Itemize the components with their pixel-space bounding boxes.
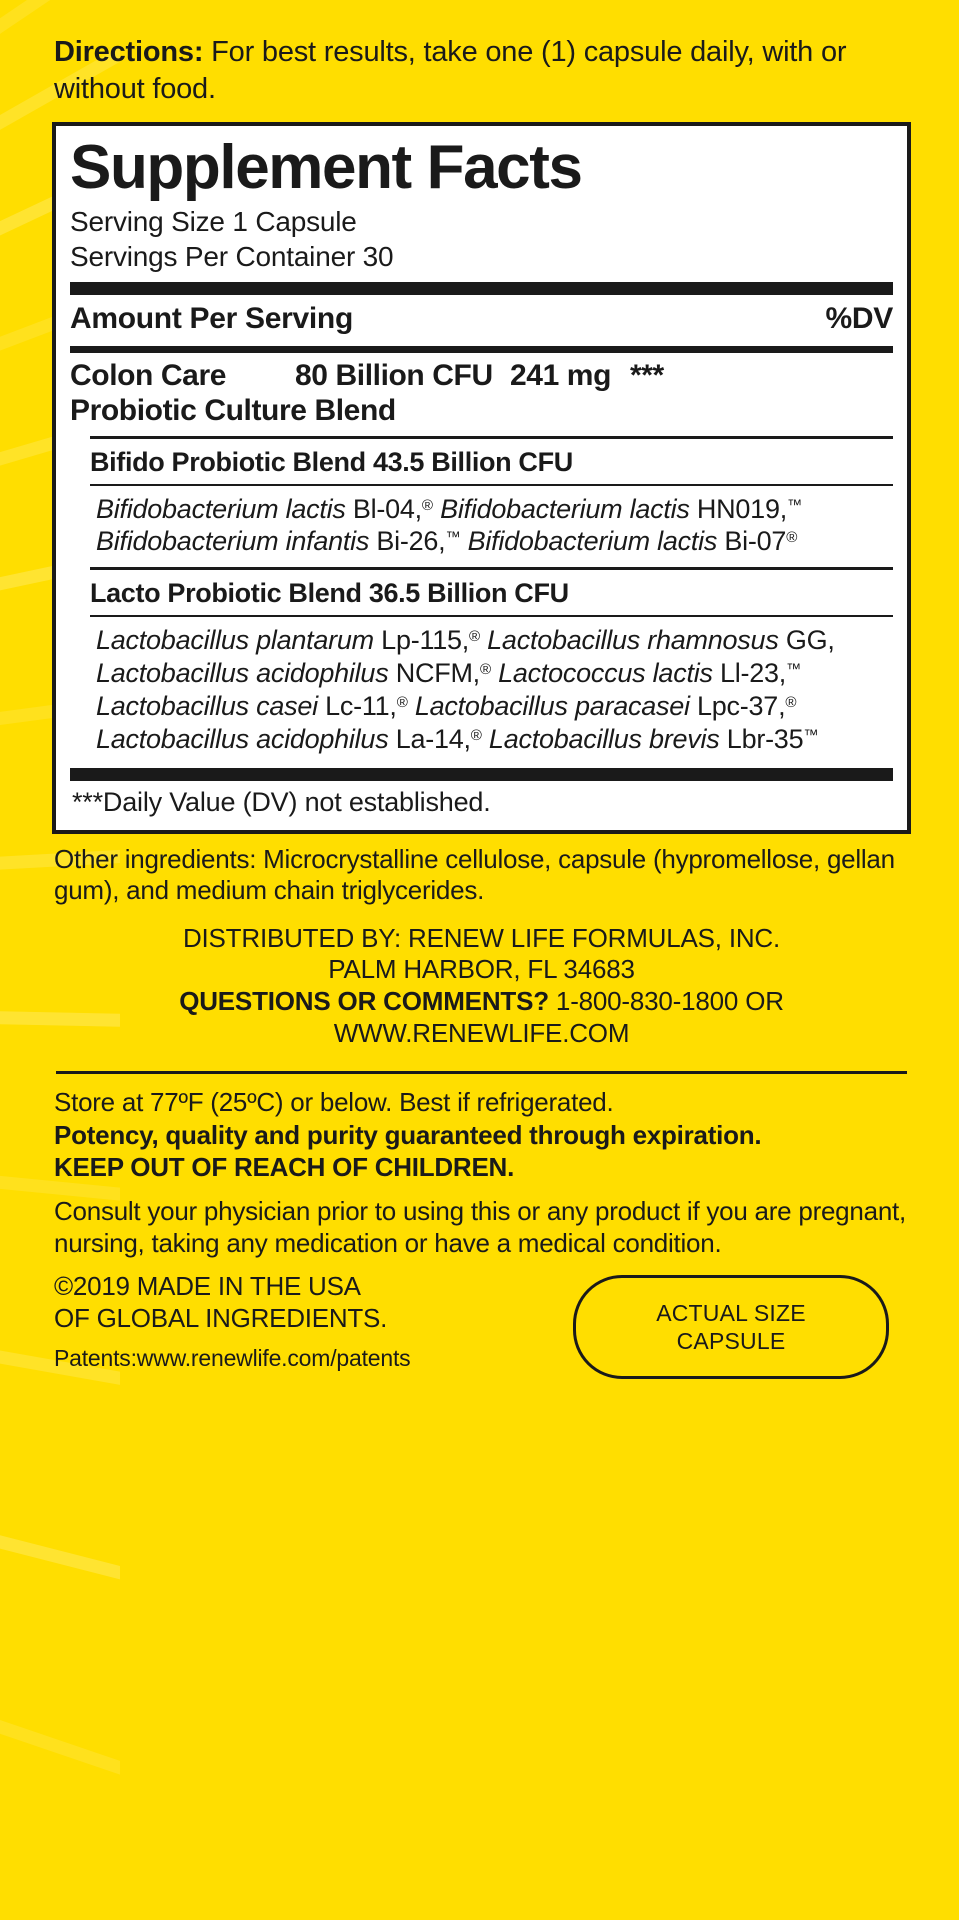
organism-strain: GG, xyxy=(785,625,835,656)
rule-med-under-amount xyxy=(70,346,893,353)
questions-phone: 1-800-830-1800 OR xyxy=(548,985,784,1016)
organism-binomial: Lactobacillus casei xyxy=(96,691,326,722)
trademark-mark-icon: ™ xyxy=(786,661,801,679)
main-blend-weight: 241 mg xyxy=(510,358,611,392)
organism-strain: Bi-07 xyxy=(724,526,787,557)
registered-mark-icon: ® xyxy=(396,694,408,712)
organism-strain: Lpc-37, xyxy=(697,691,786,722)
registered-mark-icon: ® xyxy=(786,529,798,547)
lacto-blend-heading: Lacto Probiotic Blend 36.5 Billion CFU xyxy=(90,578,569,609)
main-blend-dv: *** xyxy=(630,358,664,392)
rule-under-bifido-heading xyxy=(90,484,893,486)
copyright-block xyxy=(52,1271,410,1371)
organism-binomial: Bifidobacterium infantis xyxy=(96,526,377,557)
other-ingredients: Other ingredients: Microcrystalline cellulose, capsule (hypromellose, gellan gum), and medium chain triglycerides. xyxy=(54,844,895,906)
capsule-line2: CAPSULE xyxy=(676,1328,786,1355)
registered-mark-icon: ® xyxy=(479,661,491,679)
questions-label: QUESTIONS OR COMMENTS? xyxy=(179,985,549,1016)
amount-per-serving-row xyxy=(70,295,893,340)
servings-per-container: Servings Per Container 30 xyxy=(70,240,394,272)
trademark-mark-icon: ™ xyxy=(786,496,802,514)
amount-per-serving-label: Amount Per Serving xyxy=(70,301,353,335)
main-blend-cfu: 80 Billion CFU xyxy=(295,358,493,392)
copyright-line2: OF GLOBAL INGREDIENTS. xyxy=(54,1303,388,1334)
main-blend-name: Colon Care xyxy=(70,358,227,392)
serving-size: Serving Size 1 Capsule xyxy=(70,206,357,238)
registered-mark-icon: ® xyxy=(470,727,482,745)
organism-binomial: Lactobacillus paracasei xyxy=(414,691,698,722)
organism-strain: Lp-115, xyxy=(381,625,469,656)
actual-size-capsule-outline xyxy=(573,1275,889,1379)
registered-mark-icon: ® xyxy=(421,496,433,514)
organism-binomial: Lactococcus lactis xyxy=(498,658,720,689)
supplement-facts-title: Supplement Facts xyxy=(70,133,582,203)
organism-binomial: Lactobacillus rhamnosus xyxy=(487,625,786,656)
copyright-line1: ©2019 MADE IN THE USA xyxy=(54,1271,361,1302)
main-blend-name-line2: Probiotic Culture Blend xyxy=(70,394,396,428)
directions-label: Directions: xyxy=(54,36,204,68)
storage-line1: Store at 77ºF (25ºC) or below. Best if refrigerated. xyxy=(54,1087,614,1118)
percent-dv-header: %DV xyxy=(825,301,893,335)
consult-physician-text: Consult your physician prior to using this or any product if you are pregnant, nursing, taking any medication or have a medical condition. xyxy=(54,1195,906,1258)
lacto-block xyxy=(70,567,893,760)
organism-strain: Bl-04, xyxy=(352,493,422,524)
questions-line xyxy=(52,986,911,1018)
trademark-mark-icon: ™ xyxy=(803,727,819,745)
bifido-block xyxy=(70,436,893,563)
organism-strain: La-14, xyxy=(395,724,471,755)
distributor-line1: DISTRIBUTED BY: RENEW LIFE FORMULAS, INC. xyxy=(182,922,781,953)
rule-under-lacto-heading xyxy=(90,615,893,617)
organism-strain: Lbr-35 xyxy=(726,724,804,755)
registered-mark-icon: ® xyxy=(469,628,480,646)
organism-strain: Ll-23, xyxy=(719,658,786,689)
organism-binomial: Bifidobacterium lactis xyxy=(440,493,697,524)
footer-row xyxy=(52,1271,911,1379)
directions-text xyxy=(54,34,911,108)
trademark-mark-icon: ™ xyxy=(445,529,461,547)
rule-above-lacto xyxy=(90,567,893,570)
organism-binomial: Lactobacillus acidophilus xyxy=(96,658,396,689)
organism-strain: HN019, xyxy=(696,493,787,524)
bifido-blend-heading: Bifido Probiotic Blend 43.5 Billion CFU xyxy=(90,446,573,477)
distributor-line2: PALM HARBOR, FL 34683 xyxy=(328,954,635,985)
main-blend-row xyxy=(70,353,893,431)
lacto-organism-list xyxy=(90,621,893,760)
directions-body: For best results, take one (1) capsule daily, with or without food. xyxy=(54,36,847,106)
registered-mark-icon: ® xyxy=(785,694,797,712)
organism-binomial: Lactobacillus plantarum xyxy=(96,625,382,656)
storage-line2: Potency, quality and purity guaranteed through expiration. xyxy=(54,1119,762,1150)
distributor-block xyxy=(52,923,911,1050)
capsule-line1: ACTUAL SIZE xyxy=(656,1300,806,1327)
organism-strain: NCFM, xyxy=(395,658,480,689)
organism-strain: Lc-11, xyxy=(325,691,397,722)
supplement-facts-panel xyxy=(52,122,911,834)
organism-binomial: Bifidobacterium lactis xyxy=(96,493,353,524)
website: WWW.RENEWLIFE.COM xyxy=(333,1017,630,1048)
organism-binomial: Lactobacillus acidophilus xyxy=(96,724,396,755)
bifido-organism-list xyxy=(90,490,893,563)
rule-thick-bottom xyxy=(70,768,893,781)
rule-above-bifido xyxy=(90,436,893,439)
rule-thick-top xyxy=(70,282,893,295)
patents-link[interactable]: Patents:www.renewlife.com/patents xyxy=(54,1344,411,1371)
storage-block xyxy=(54,1086,911,1184)
organism-binomial: Lactobacillus brevis xyxy=(488,724,727,755)
organism-binomial: Bifidobacterium lactis xyxy=(467,526,725,557)
daily-value-note: ***Daily Value (DV) not established. xyxy=(72,787,491,818)
organism-strain: Bi-26, xyxy=(376,526,446,557)
storage-line3: KEEP OUT OF REACH OF CHILDREN. xyxy=(54,1152,515,1183)
footer-divider xyxy=(56,1071,907,1074)
